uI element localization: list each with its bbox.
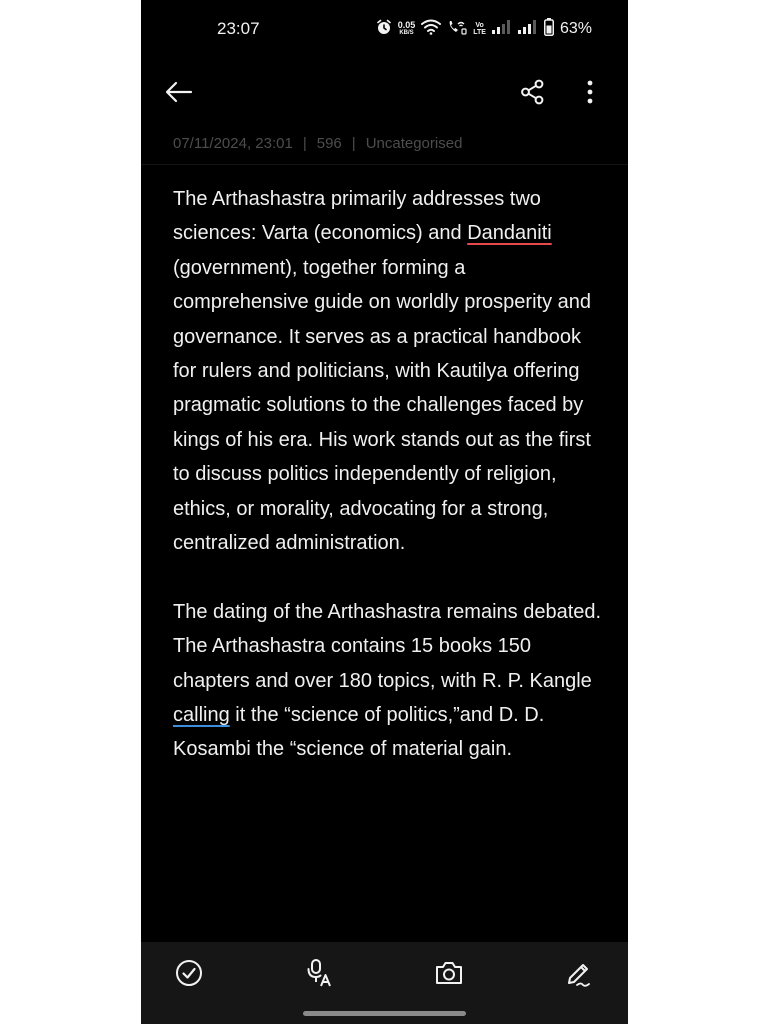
back-button[interactable] — [163, 76, 195, 108]
meta-separator: | — [351, 135, 356, 152]
volte-indicator — [473, 22, 486, 36]
camera-button[interactable] — [432, 956, 466, 990]
more-options-button[interactable] — [574, 76, 606, 108]
signal-icon — [518, 20, 538, 39]
status-time: 23:07 — [217, 19, 260, 38]
alarm-icon — [376, 19, 392, 40]
checklist-icon — [175, 959, 203, 987]
voice-to-text-icon — [305, 958, 335, 988]
phone-screen — [141, 0, 628, 1024]
wifi-icon — [421, 19, 441, 40]
note-text: it the “science of politics,”and D. D. Kosambi the “science of material gain. — [173, 704, 545, 761]
network-speed — [398, 21, 416, 37]
note-date: 07/11/2024, 23:01 — [173, 135, 293, 152]
back-arrow-icon — [165, 81, 193, 103]
share-button[interactable] — [517, 76, 549, 108]
checklist-button[interactable] — [172, 956, 206, 990]
meta-divider — [141, 164, 628, 165]
camera-icon — [434, 959, 464, 987]
app-bar — [141, 66, 628, 118]
home-indicator[interactable] — [303, 1011, 466, 1016]
more-vertical-icon — [586, 79, 594, 105]
note-category[interactable]: Uncategorised — [365, 135, 463, 152]
note-body-editor[interactable] — [173, 182, 603, 767]
grammar-check-word[interactable]: calling — [173, 704, 230, 727]
meta-separator: | — [302, 135, 307, 152]
share-icon — [520, 79, 546, 105]
note-paragraph-2 — [173, 595, 603, 767]
network-speed-unit: KB/S — [399, 30, 414, 36]
network-speed-value: 0.05 — [397, 20, 416, 30]
status-icons — [376, 18, 592, 40]
battery-percent: 63% — [559, 20, 592, 37]
note-char-count: 596 — [316, 135, 342, 152]
note-text: The Arthashastra primarily addresses two sciences: Varta (economics) and — [173, 188, 541, 245]
spell-check-word[interactable]: Dandaniti — [467, 222, 552, 245]
wifi-calling-icon — [447, 19, 467, 40]
note-paragraph-1 — [173, 182, 603, 560]
note-meta — [173, 135, 462, 152]
signal-icon — [492, 20, 512, 39]
battery-icon — [544, 18, 554, 41]
handwriting-icon — [564, 958, 594, 988]
note-text: The dating of the Arthashastra remains debated. The Arthashastra contains 15 books 150 chapters and over 180 topics, with R. P. Kangle — [173, 600, 602, 692]
note-text: (government), together forming a comprehensive guide on worldly prosperity and governance. It serves as a practical handbook for rulers and politicians, with Kautilya offering pragmatic solutions to the challenges faced by kings of his era. His work stands out as the first to discuss politics independently of religion, ethics, or morality, advocating for a strong, centralized administration. — [173, 256, 592, 555]
handwriting-button[interactable] — [562, 956, 596, 990]
volte-top: Vo — [475, 22, 484, 29]
voice-to-text-button[interactable] — [303, 956, 337, 990]
volte-bottom: LTE — [473, 29, 486, 36]
status-bar — [141, 0, 628, 58]
